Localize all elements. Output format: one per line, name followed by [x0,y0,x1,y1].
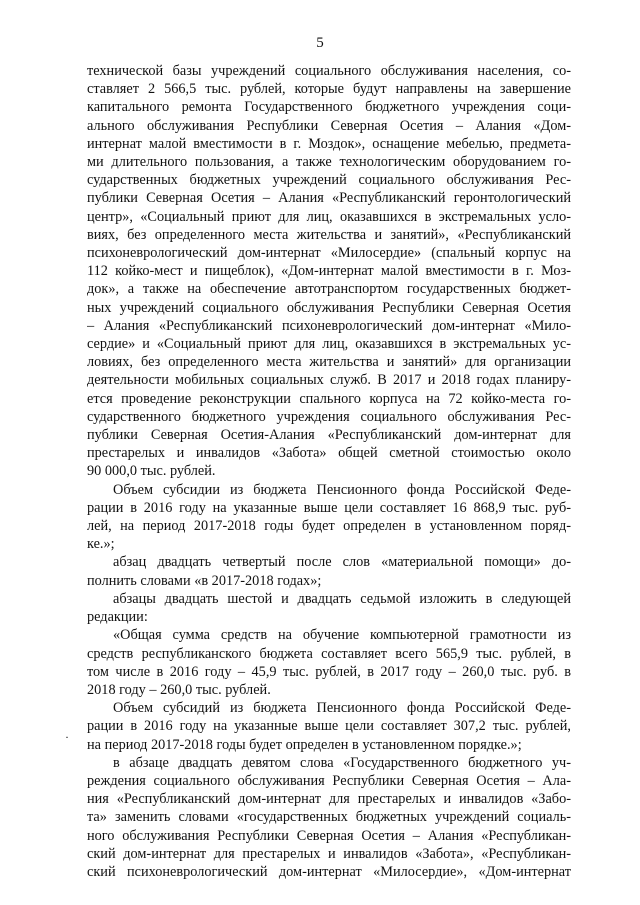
text-line: деятельности мобильных социальных служб. В 2017 и 2018 годах планиру- [87,372,571,389]
page-number: 5 [316,35,324,51]
text-line: «Общая сумма средств на обучение компьютерной грамотности из [113,627,571,644]
text-line: публики Северная Осетия – Алания «Республиканский геронтологический [87,190,571,207]
text-line: 2018 году – 260,0 тыс. рублей. [87,681,271,698]
text-line: ский дом-интернат для престарелых и инвалидов «Забота», «Республикан- [87,845,571,862]
text-line: ния «Республиканский дом-интернат для престарелых и инвалидов «Забо- [87,791,571,808]
text-line: ных учреждений социального обслуживания Республики Северная Осетия [87,299,571,316]
text-line: лей, на период 2017-2018 годы будет определен в установленном поряд- [87,518,571,535]
text-line: полнить словами «в 2017-2018 годах»; [87,572,322,589]
text-line: виях, без определенного места жительства и занятий», «Республиканский [87,226,571,243]
text-line: технической базы учреждений социального обслуживания населения, со- [87,63,571,79]
text-line: сударственных бюджетных учреждений социального обслуживания Рес- [87,172,571,189]
text-line: ставляет 2 566,5 тыс. рублей, которые будут направлены на завершение [87,81,571,98]
text-line: ке.»; [87,536,115,553]
text-line: сердие» и «Социальный приют для лиц, оказавшихся в экстремальных ус- [87,336,571,353]
text-line: ми длительного пользования, а также технологическим оборудованием го- [87,154,571,171]
text-line: рации в 2016 году на указанные выше цели составляет 16 868,9 тыс. руб- [87,499,571,516]
text-line: реждения социального обслуживания Республики Северная Осетия – Ала- [87,772,571,789]
document-body [87,62,571,881]
text-line: редакции: [87,609,148,626]
text-line: та» заменить словами «государственных бюджетных учреждений социаль- [87,809,571,826]
text-line: интернат малой вместимости в г. Моздок», оснащение мебелью, предмета- [87,135,571,152]
text-line: – Алания «Республиканский психоневрологический дом-интернат «Мило- [87,317,571,334]
text-line: абзац двадцать четвертый после слов «материальной помощи» до- [113,554,571,571]
text-line: том числе в 2016 году – 45,9 тыс. рублей, в 2017 году – 260,0 тыс. руб. в [87,663,571,680]
text-line: рации в 2016 году на указанные выше цели составляет 307,2 тыс. рублей, [87,718,571,735]
text-line: док», а также на обеспечение автотранспортом государственных бюджет- [87,281,571,298]
text-line: психоневрологический дом-интернат «Милосердие» (спальный корпус на [87,245,571,262]
text-line: публики Северная Осетия-Алания «Республиканский дом-интернат для [87,427,571,444]
text-line: Объем субсидий из бюджета Пенсионного фонда Российской Феде- [113,700,571,717]
text-line: ется проведение реконструкции спального корпуса на 72 койко-места го- [87,390,571,407]
margin-mark: · [65,730,69,744]
text-line: ловиях, без определенного места жительства и занятий» для организации [87,354,571,371]
text-line: ский психоневрологический дом-интернат «Милосердие», «Дом-интернат [87,863,571,880]
text-line: в абзаце двадцать девятом слова «Государственного бюджетного уч- [113,754,571,771]
text-line: центр», «Социальный приют для лиц, оказавшихся в экстремальных усло- [87,208,571,225]
text-line: на период 2017-2018 годы будет определен в установленном порядке.»; [87,736,522,753]
text-line: абзацы двадцать шестой и двадцать седьмой изложить в следующей [113,590,571,607]
text-line: престарелых и инвалидов «Забота» общей сметной стоимостью около [87,445,571,462]
text-line: 112 койко-мест и пищеблок), «Дом-интернат малой вместимости в г. Моз- [87,263,571,280]
text-line: 90 000,0 тыс. рублей. [87,463,216,480]
text-line: Объем субсидии из бюджета Пенсионного фонда Российской Феде- [113,481,571,498]
text-line: капитального ремонта Государственного бюджетного учреждения соци- [87,99,571,116]
text-line: ного обслуживания Республики Северная Осетия – Алания «Республикан- [87,827,571,844]
text-line: ального обслуживания Республики Северная Осетия – Алания «Дом- [87,117,571,134]
text-line: сударственного бюджетного учреждения социального обслуживания Рес- [87,408,571,425]
text-line: средств республиканского бюджета составляет всего 565,9 тыс. рублей, в [87,645,571,662]
